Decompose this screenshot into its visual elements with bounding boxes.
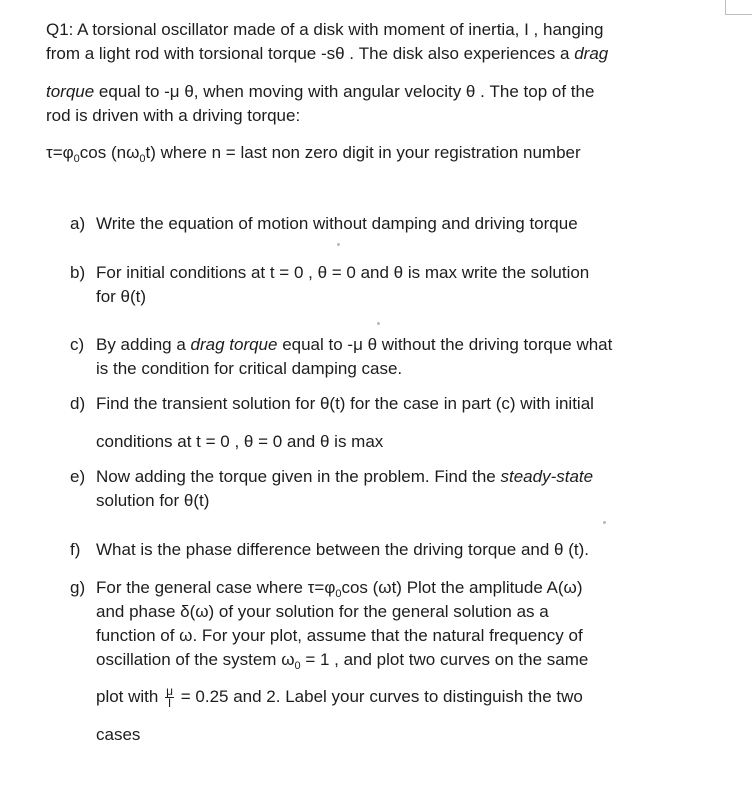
mu-over-I-fraction: $\frac{\mu}{I}$: [166, 684, 174, 711]
intro-line-3: torque equal to -μ θ, when moving with angular velocity θ . The top of the: [46, 82, 595, 101]
driving-torque-equation: $\tau=\varphi_0\cos$ $(n\omega_0t)$ where n = last non zero digit in your registration number: [46, 143, 581, 165]
item-g-line-3: function of ω. For your plot, assume that the natural frequency of: [96, 626, 583, 645]
item-g-line-6: cases: [96, 725, 141, 744]
item-c: c) By adding a drag torque equal to -μ θ without the driving torque what: [70, 335, 613, 354]
item-g: g) For the general case where $\tau=\varphi_0\cos$ (ωt) Plot the amplitude A(ω): [70, 578, 583, 600]
speck: [337, 243, 340, 246]
item-g-line-5: plot with $\frac{\mu}{I}$ = 0.25 and 2. Label your curves to distinguish the two: [96, 684, 583, 711]
item-b-line-2: for θ(t): [96, 287, 147, 306]
item-a: a) Write the equation of motion without damping and driving torque: [70, 214, 578, 233]
item-d: d) Find the transient solution for θ(t) for the case in part (c) with initial: [70, 394, 594, 413]
speck: [377, 322, 380, 325]
item-d-line-2: conditions at t = 0 , θ = 0 and θ is max: [96, 432, 384, 451]
item-e: e) Now adding the torque given in the problem. Find the steady-state: [70, 467, 594, 486]
intro-line-1: Q1: A torsional oscillator made of a disk with moment of inertia, I , hanging: [46, 20, 604, 39]
item-g-line-2: and phase δ(ω) of your solution for the general solution as a: [96, 602, 549, 621]
item-f: f) What is the phase difference between the driving torque and θ (t).: [70, 540, 589, 559]
item-b: b) For initial conditions at t = 0 , θ = 0 and θ is max write the solution: [70, 263, 590, 282]
intro-line-2: from a light rod with torsional torque -sθ . The disk also experiences a drag: [46, 44, 609, 63]
speck: [603, 521, 606, 524]
item-e-line-2: solution for θ(t): [96, 491, 210, 510]
item-g-line-4: oscillation of the system $\omega_0 = 1$ , and plot two curves on the same: [96, 650, 589, 672]
intro-line-4: rod is driven with a driving torque:: [46, 106, 301, 125]
item-c-line-2: is the condition for critical damping case.: [96, 359, 403, 378]
page-corner-fold: [725, 0, 752, 15]
